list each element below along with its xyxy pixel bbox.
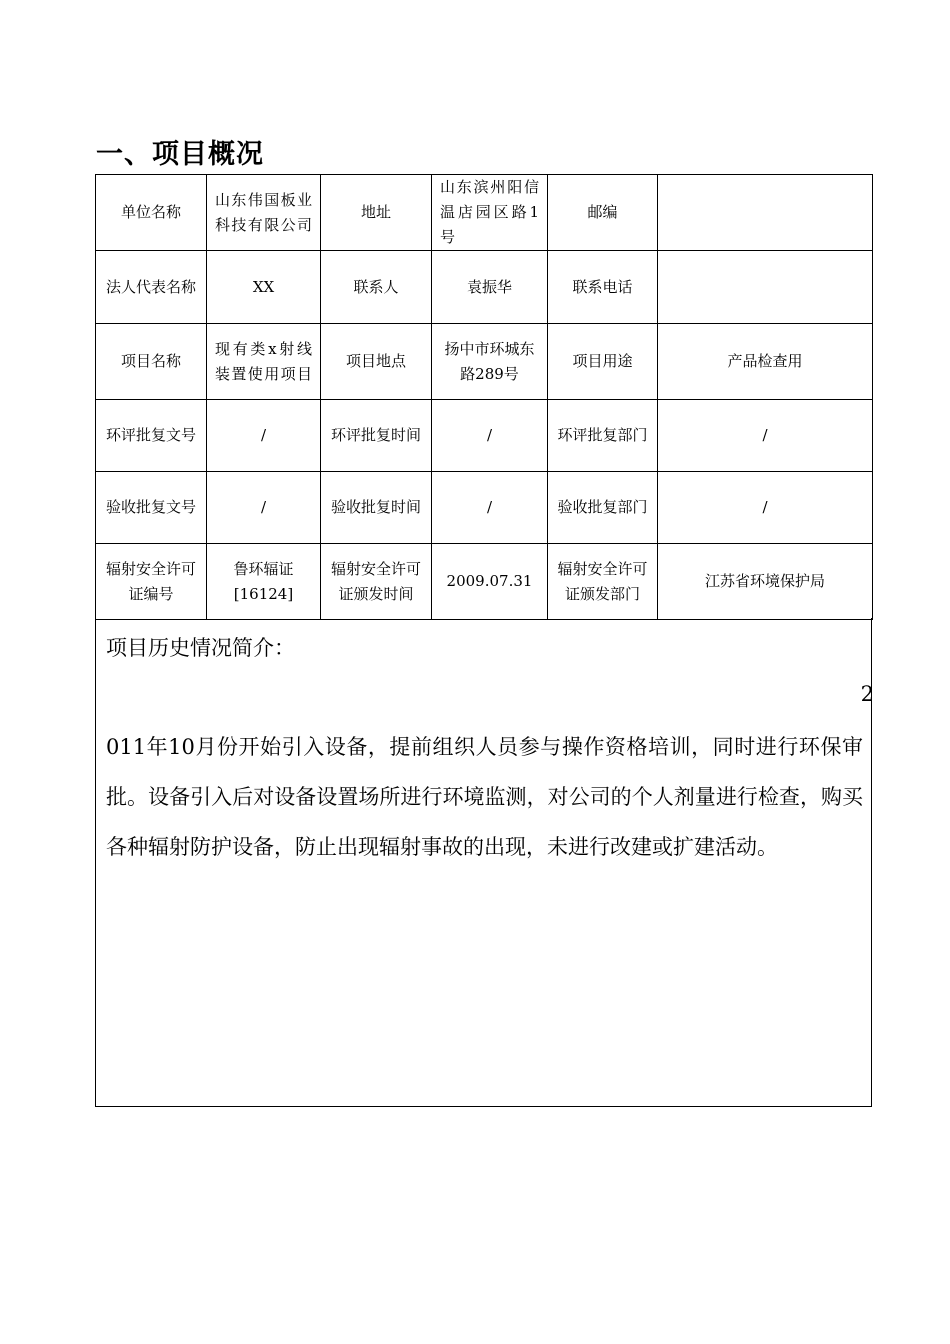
value-cell xyxy=(658,251,873,324)
label-cell: 地址 xyxy=(321,175,432,251)
value-cell xyxy=(207,324,321,400)
label-cell: 验收批复文号 xyxy=(96,472,207,544)
label-cell: 辐射安全许可证颁发部门 xyxy=(548,544,658,620)
label-cell: 项目用途 xyxy=(548,324,658,400)
value-cell: / xyxy=(432,472,548,544)
value-cell: 产品检查用 xyxy=(658,324,873,400)
label-cell: 项目地点 xyxy=(321,324,432,400)
value-cell: / xyxy=(207,472,321,544)
project-name-text: 现有类x射线装置使用项目 xyxy=(215,339,312,383)
value-cell: XX xyxy=(207,251,321,324)
value-cell xyxy=(432,175,548,251)
label-cell: 辐射安全许可证编号 xyxy=(96,544,207,620)
value-cell: / xyxy=(658,472,873,544)
label-cell: 环评批复部门 xyxy=(548,400,658,472)
label-cell: 邮编 xyxy=(548,175,658,251)
value-cell: / xyxy=(207,400,321,472)
table-row xyxy=(96,175,873,251)
value-cell xyxy=(207,175,321,251)
label-cell: 联系电话 xyxy=(548,251,658,324)
label-cell: 辐射安全许可证颁发时间 xyxy=(321,544,432,620)
page-number: 2 xyxy=(860,682,874,706)
label-cell: 法人代表名称 xyxy=(96,251,207,324)
address-text: 山东滨州阳信温店园区路1号 xyxy=(440,178,539,246)
history-title: 项目历史情况简介： xyxy=(106,636,295,660)
table-row xyxy=(96,472,873,544)
value-cell: 扬中市环城东路289号 xyxy=(432,324,548,400)
section-heading: 一、项目概况 xyxy=(96,139,264,170)
value-cell: 袁振华 xyxy=(432,251,548,324)
history-section xyxy=(95,618,872,1107)
table-row xyxy=(96,544,873,620)
value-cell: 鲁环辐证[16124] xyxy=(207,544,321,620)
label-cell: 环评批复文号 xyxy=(96,400,207,472)
table-row xyxy=(96,251,873,324)
value-cell: 江苏省环境保护局 xyxy=(658,544,873,620)
history-body: 011年10月份开始引入设备，提前组织人员参与操作资格培训，同时进行环保审批。设备引入后对设备设置场所进行环境监测，对公司的个人剂量进行检查，购买各种辐射防护设备，防止出现辐射事故的出现，未进行改建或扩建活动。 xyxy=(106,735,863,859)
label-cell: 联系人 xyxy=(321,251,432,324)
label-cell: 单位名称 xyxy=(96,175,207,251)
table-row xyxy=(96,324,873,400)
table-row xyxy=(96,400,873,472)
value-cell xyxy=(658,175,873,251)
value-cell: 2009.07.31 xyxy=(432,544,548,620)
label-cell: 项目名称 xyxy=(96,324,207,400)
label-cell: 验收批复部门 xyxy=(548,472,658,544)
value-cell: / xyxy=(658,400,873,472)
label-cell: 验收批复时间 xyxy=(321,472,432,544)
label-cell: 环评批复时间 xyxy=(321,400,432,472)
project-info-table xyxy=(95,174,873,620)
value-cell: / xyxy=(432,400,548,472)
company-name-text: 山东伟国板业科技有限公司 xyxy=(215,190,312,234)
